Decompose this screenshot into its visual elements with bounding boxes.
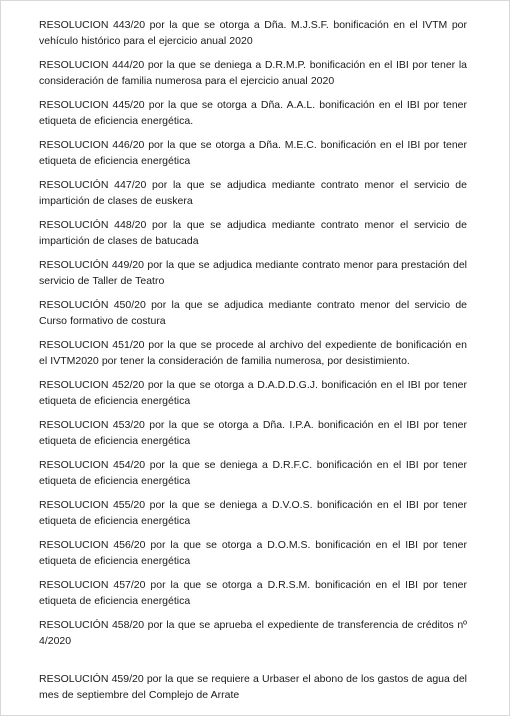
resolution-entry-455: RESOLUCION 455/20 por la que se deniega a D.V.O.S. bonificación en el IBI por tener etiqueta de eficiencia energética bbox=[39, 499, 467, 527]
resolution-entry-459: RESOLUCIÓN 459/20 por la que se requiere a Urbaser el abono de los gastos de agua del mes de septiembre del Complejo de Arrate bbox=[39, 673, 467, 701]
resolution-entry-446: RESOLUCION 446/20 por la que se otorga a Dña. M.E.C. bonificación en el IBI por tener etiqueta de eficiencia energética bbox=[39, 139, 467, 167]
resolution-entry-448: RESOLUCIÓN 448/20 por la que se adjudica mediante contrato menor el servicio de impartición de clases de batucada bbox=[39, 219, 467, 247]
resolution-list bbox=[39, 17, 467, 703]
resolution-entry-449: RESOLUCIÓN 449/20 por la que se adjudica mediante contrato menor para prestación del servicio de Taller de Teatro bbox=[39, 259, 467, 287]
resolution-entry-454: RESOLUCION 454/20 por la que se deniega a D.R.F.C. bonificación en el IBI por tener etiqueta de eficiencia energética bbox=[39, 459, 467, 487]
resolution-entry-447: RESOLUCIÓN 447/20 por la que se adjudica mediante contrato menor el servicio de impartición de clases de euskera bbox=[39, 179, 467, 207]
resolution-entry-444: RESOLUCION 444/20 por la que se deniega a D.R.M.P. bonificación en el IBI por tener la consideración de familia numerosa para el ejercicio anual 2020 bbox=[39, 59, 467, 87]
resolution-entry-443: RESOLUCION 443/20 por la que se otorga a Dña. M.J.S.F. bonificación en el IVTM por vehículo histórico para el ejercicio anual 2020 bbox=[39, 19, 467, 47]
resolution-entry-445: RESOLUCION 445/20 por la que se otorga a Dña. A.A.L. bonificación en el IBI por tener etiqueta de eficiencia energética. bbox=[39, 99, 467, 127]
resolution-entry-457: RESOLUCION 457/20 por la que se otorga a D.R.S.M. bonificación en el IBI por tener etiqueta de eficiencia energética bbox=[39, 579, 467, 607]
resolution-entry-451: RESOLUCION 451/20 por la que se procede al archivo del expediente de bonificación en el IVTM2020 por tener la consideración de familia numerosa, por desistimiento. bbox=[39, 339, 467, 367]
resolution-entry-452: RESOLUCION 452/20 por la que se otorga a D.A.D.D.G.J. bonificación en el IBI por tener etiqueta de eficiencia energética bbox=[39, 379, 467, 407]
resolution-entry-453: RESOLUCION 453/20 por la que se otorga a Dña. I.P.A. bonificación en el IBI por tener etiqueta de eficiencia energética bbox=[39, 419, 467, 447]
resolution-entry-458: RESOLUCIÓN 458/20 por la que se aprueba el expediente de transferencia de créditos nº 4/2020 bbox=[39, 619, 467, 647]
resolution-entry-450: RESOLUCIÓN 450/20 por la que se adjudica mediante contrato menor del servicio de Curso formativo de costura bbox=[39, 299, 467, 327]
resolution-entry-456: RESOLUCION 456/20 por la que se otorga a D.O.M.S. bonificación en el IBI por tener etiqueta de eficiencia energética bbox=[39, 539, 467, 567]
